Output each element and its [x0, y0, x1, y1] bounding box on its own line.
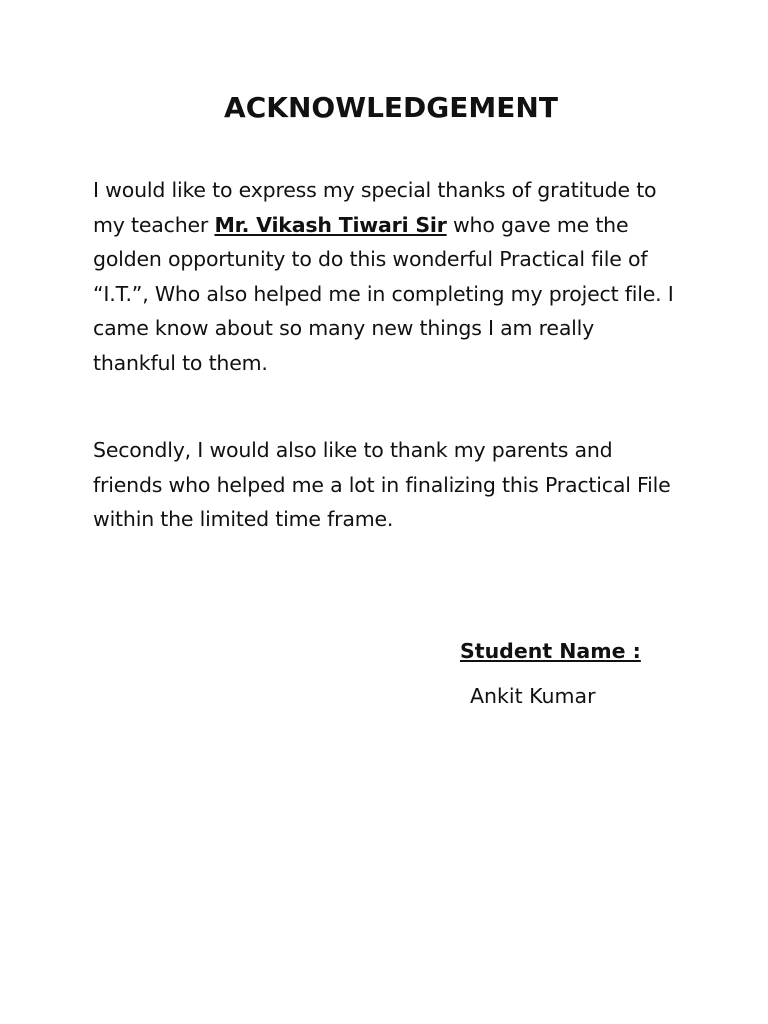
page-title: ACKNOWLEDGEMENT: [224, 91, 558, 124]
student-name-label: Student Name :: [460, 639, 641, 663]
teacher-name: Mr. Vikash Tiwari Sir: [214, 212, 447, 237]
gratitude-text-end: who gave me the golden opportunity to do this wonderful Practical file of “I.T.”, Who also helped me in completing my project file. I came know about so many new things I am really thankful to them.: [93, 212, 674, 375]
gratitude-paragraph: [93, 173, 683, 380]
student-name-value: Ankit Kumar: [470, 684, 596, 708]
gratitude-text-start: I would like to express my special thanks of gratitude to my teacher: [93, 178, 657, 237]
parents-friends-paragraph: Secondly, I would also like to thank my parents and friends who helped me a lot in finalizing this Practical File within the limited time frame.: [93, 438, 671, 531]
